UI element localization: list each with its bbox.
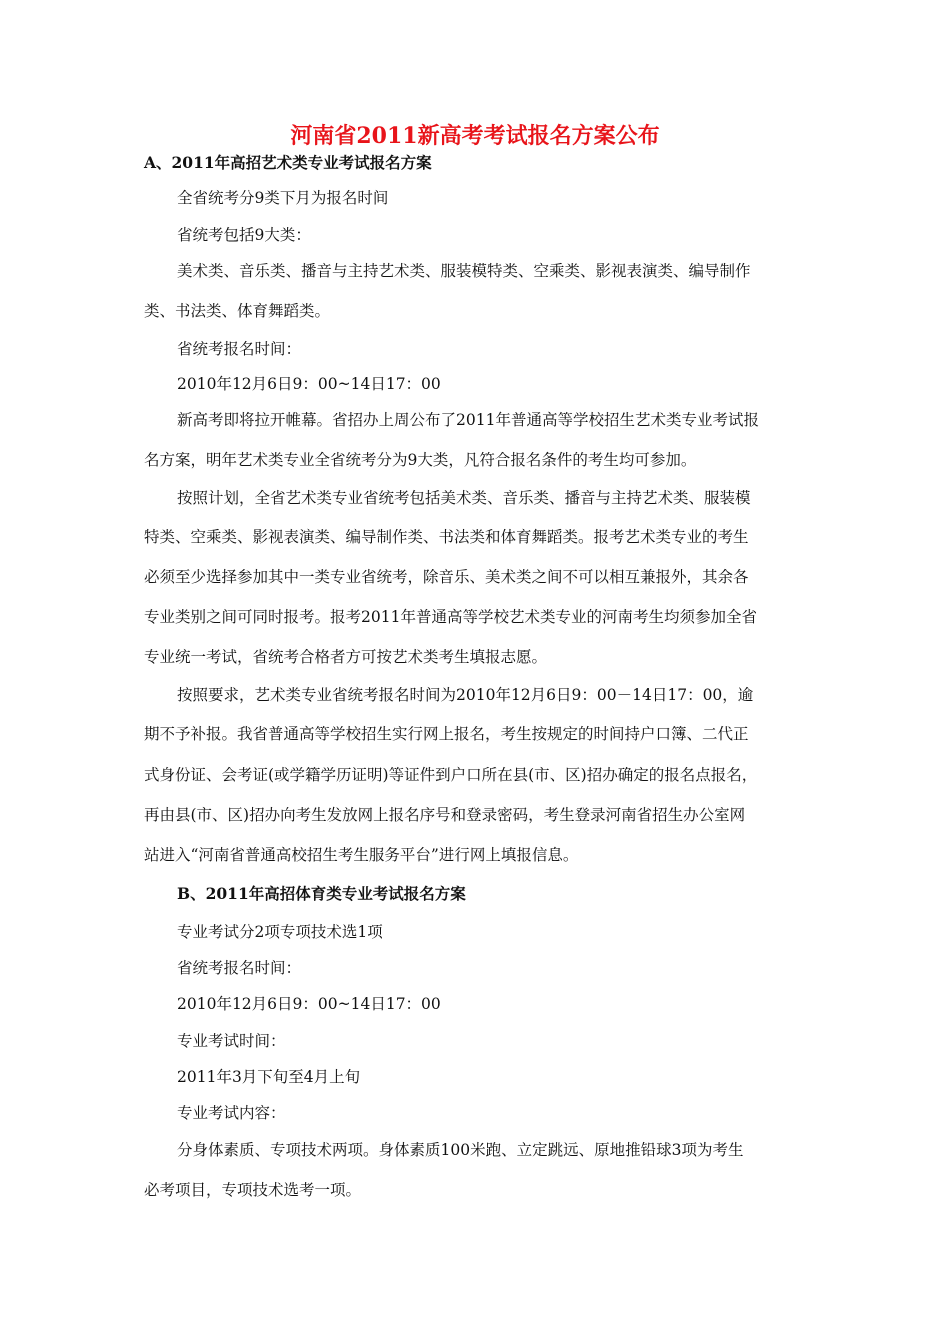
paragraph-line: 专业类别之间可同时报考。报考2011年普通高等学校艺术类专业的河南考生均须参加全省 — [144, 608, 757, 626]
paragraph-line: 省统考报名时间： — [177, 959, 302, 977]
paragraph-line: 站进入“河南省普通高校招生考生服务平台”进行网上填报信息。 — [144, 846, 579, 864]
paragraph-line: 必须至少选择参加其中一类专业省统考，除音乐、美术类之间不可以相互兼报外，其余各 — [144, 568, 749, 586]
paragraph-line: 分身体素质、专项技术两项。身体素质100米跑、立定跳远、原地推铅球3项为考生 — [177, 1141, 744, 1159]
paragraph-line: 美术类、音乐类、播音与主持艺术类、服装模特类、空乘类、影视表演类、编导制作 — [177, 262, 751, 280]
paragraph-line: 2010年12月6日9：00~14日17：00 — [177, 995, 441, 1013]
paragraph-line: 全省统考分9类下月为报名时间 — [177, 189, 389, 207]
paragraph-line: 专业考试分2项专项技术选1项 — [177, 923, 383, 941]
paragraph-line: 再由县(市、区)招办向考生发放网上报名序号和登录密码，考生登录河南省招生办公室网 — [144, 806, 746, 824]
paragraph-line: 按照要求，艺术类专业省统考报名时间为2010年12月6日9：00－14日17：00，逾 — [177, 686, 754, 704]
paragraph-line: 专业考试时间： — [177, 1032, 286, 1050]
paragraph-line: 2010年12月6日9：00~14日17：00 — [177, 375, 441, 393]
paragraph-line: 期不予补报。我省普通高等学校招生实行网上报名，考生按规定的时间持户口簿、二代正 — [144, 725, 749, 743]
document-title: 河南省2011新高考考试报名方案公布 — [290, 123, 660, 149]
section-a-heading: A、2011年高招艺术类专业考试报名方案 — [144, 153, 432, 172]
paragraph-line: 省统考包括9大类： — [177, 226, 311, 244]
paragraph-line: 按照计划，全省艺术类专业省统考包括美术类、音乐类、播音与主持艺术类、服装模 — [177, 489, 751, 507]
paragraph-line: 名方案，明年艺术类专业全省统考分为9大类，凡符合报名条件的考生均可参加。 — [144, 451, 697, 469]
paragraph-line: 专业统一考试，省统考合格者方可按艺术类考生填报志愿。 — [144, 648, 548, 666]
paragraph-line: 专业考试内容： — [177, 1104, 286, 1122]
paragraph-line: 类、书法类、体育舞蹈类。 — [144, 302, 331, 320]
section-b-heading: B、2011年高招体育类专业考试报名方案 — [177, 884, 466, 903]
paragraph-line: 新高考即将拉开帷幕。省招办上周公布了2011年普通高等学校招生艺术类专业考试报 — [177, 411, 759, 429]
paragraph-line: 必考项目，专项技术选考一项。 — [144, 1181, 362, 1199]
paragraph-line: 式身份证、会考证(或学籍学历证明)等证件到户口所在县(市、区)招办确定的报名点报名， — [144, 766, 758, 784]
paragraph-line: 省统考报名时间： — [177, 340, 302, 358]
paragraph-line: 2011年3月下旬至4月上旬 — [177, 1068, 361, 1086]
paragraph-line: 特类、空乘类、影视表演类、编导制作类、书法类和体育舞蹈类。报考艺术类专业的考生 — [144, 528, 749, 546]
